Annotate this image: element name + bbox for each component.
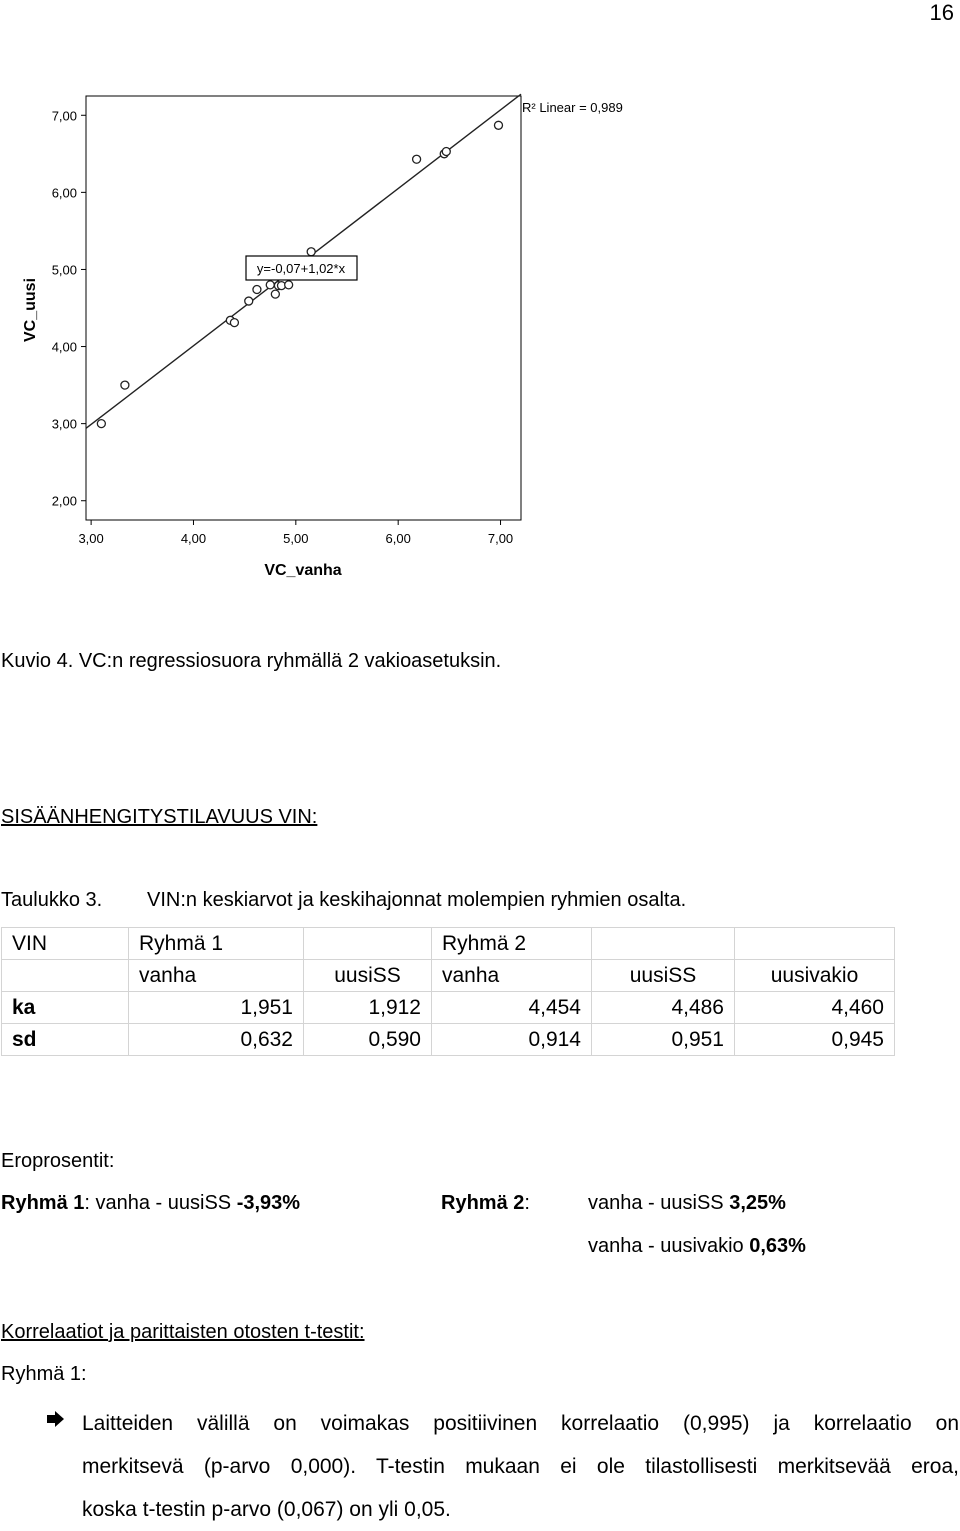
correlation-line-1: Laitteiden välillä on voimakas positiivinen korrelaatio (0,995) ja korrelaatio on [82, 1412, 959, 1435]
table-subheader-row [2, 960, 895, 992]
table-header-row [2, 928, 895, 960]
group1-error-line [1, 1192, 300, 1215]
table-cell [2, 960, 129, 992]
table-cell: 0,632 [129, 1024, 304, 1056]
group2-line1-value: 3,25% [729, 1192, 786, 1214]
table-cell: 1,951 [129, 992, 304, 1024]
data-point [253, 285, 261, 293]
table-cell: Ryhmä 1 [129, 928, 304, 960]
x-tick-label: 7,00 [487, 531, 514, 546]
group2-label-line [441, 1192, 530, 1215]
x-tick-label: 6,00 [385, 531, 411, 546]
correlation-line-2: merkitsevä (p-arvo 0,000). T-testin mukaan ei ole tilastollisesti merkitsevää eroa, [82, 1455, 959, 1478]
table-cell: VIN [2, 928, 129, 960]
y-tick-label: 3,00 [51, 416, 77, 432]
table-cell: uusivakio [735, 960, 895, 992]
y-axis-label: VC_uusi [22, 277, 39, 343]
table-cell: 0,945 [735, 1024, 895, 1056]
data-point [266, 281, 274, 289]
data-point [121, 381, 129, 389]
table-cell: 0,914 [432, 1024, 592, 1056]
y-tick-label: 4,00 [51, 339, 77, 355]
plot-area [22, 94, 623, 579]
table-row-ka [2, 992, 895, 1024]
table-cell: 0,951 [592, 1024, 735, 1056]
x-axis-label: VC_vanha [264, 562, 342, 579]
x-tick-label: 3,00 [78, 531, 104, 546]
correlation-group: Ryhmä 1: [1, 1363, 87, 1385]
correlation-line-3: koska t-testin p-arvo (0,067) on yli 0,05. [82, 1498, 451, 1521]
table-cell: 0,590 [304, 1024, 432, 1056]
data-point [245, 297, 253, 305]
y-tick-label: 7,00 [51, 108, 77, 124]
table-row-label: ka [2, 992, 129, 1024]
table-cell: vanha [129, 960, 304, 992]
table-caption-label: Taulukko 3. [1, 889, 103, 911]
data-point [271, 290, 279, 298]
errors-heading: Eroprosentit: [1, 1150, 115, 1172]
table-row-label: sd [2, 1024, 129, 1056]
table-cell: uusiSS [304, 960, 432, 992]
group2-label: Ryhmä 2 [441, 1192, 525, 1214]
page-number: 16 [929, 0, 954, 25]
table-cell: Ryhmä 2 [432, 928, 592, 960]
table-caption-text: VIN:n keskiarvot ja keskihajonnat molempien ryhmien osalta. [147, 889, 687, 911]
data-point [413, 155, 421, 163]
table-cell [304, 928, 432, 960]
correlation-paragraph [82, 1402, 959, 1531]
scatter-chart [0, 80, 660, 600]
data-point [494, 121, 502, 129]
correlation-heading: Korrelaatiot ja parittaisten otosten t-testit: [1, 1321, 365, 1343]
y-tick-label: 2,00 [51, 493, 77, 509]
group1-label: Ryhmä 1 [1, 1192, 85, 1214]
figure-caption: Kuvio 4. VC:n regressiosuora ryhmällä 2 vakioasetuksin. [1, 650, 502, 672]
table-cell: vanha [432, 960, 592, 992]
r2-label: R² Linear = 0,989 [522, 100, 623, 115]
vin-table [1, 927, 895, 1056]
y-tick-label: 6,00 [51, 185, 77, 201]
table-cell: 4,486 [592, 992, 735, 1024]
data-point [307, 248, 315, 256]
group2-error-line-2 [588, 1235, 806, 1258]
table-cell: 4,460 [735, 992, 895, 1024]
data-point [97, 420, 105, 428]
table-cell: 1,912 [304, 992, 432, 1024]
section-heading: SISÄÄNHENGITYSTILAVUUS VIN: [1, 806, 318, 828]
group2-error-line-1 [588, 1192, 786, 1215]
group1-text: : vanha - uusiSS [84, 1192, 237, 1214]
data-point [442, 148, 450, 156]
group2-line1-text: vanha - uusiSS [588, 1192, 730, 1214]
table-cell [735, 928, 895, 960]
data-point [285, 281, 293, 289]
arrow-right-icon [46, 1410, 66, 1428]
table-cell [592, 928, 735, 960]
group1-value: -3,93% [236, 1192, 301, 1214]
x-tick-label: 4,00 [180, 531, 207, 546]
x-tick-label: 5,00 [283, 531, 309, 546]
group2-line2-value: 0,63% [749, 1235, 806, 1257]
group2-line2-text: vanha - uusivakio [588, 1235, 750, 1257]
data-point [230, 319, 238, 327]
table-cell: 4,454 [432, 992, 592, 1024]
group2-colon: : [524, 1192, 530, 1214]
plot-frame [86, 96, 521, 520]
table-cell: uusiSS [592, 960, 735, 992]
table-row-sd [2, 1024, 895, 1056]
y-tick-label: 5,00 [51, 262, 77, 278]
equation-label: y=-0,07+1,02*x [256, 261, 346, 276]
